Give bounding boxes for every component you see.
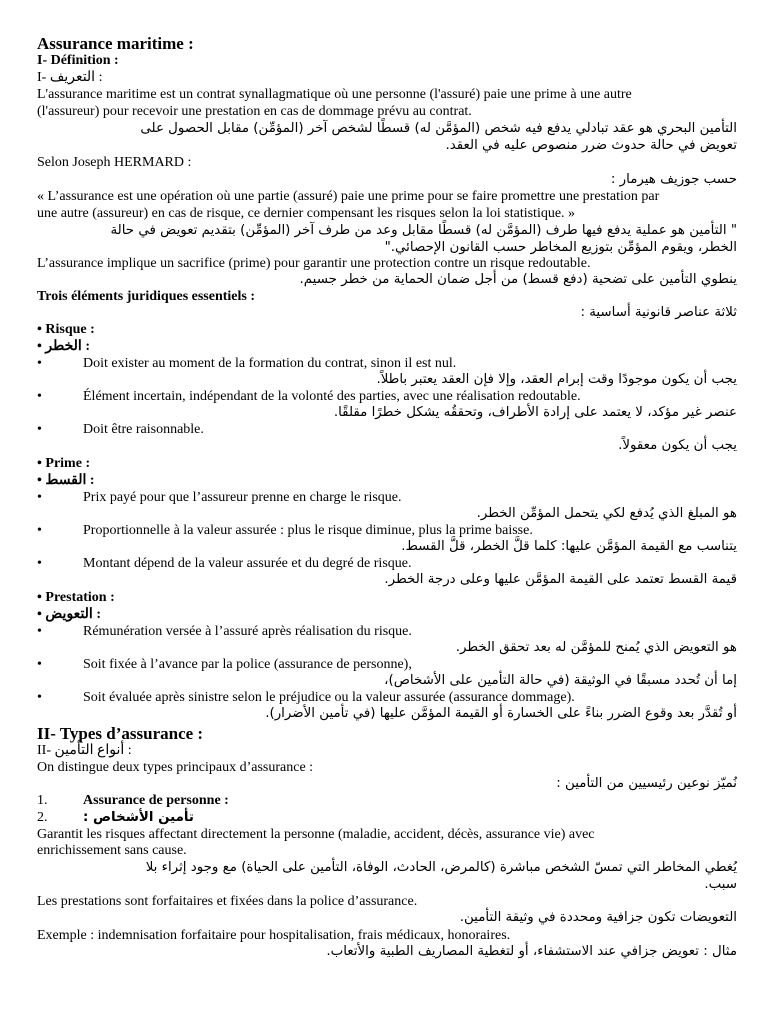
paragraph-line: (l'assureur) pour recevoir une prestation en cas de dommage prévu au contrat.: [37, 104, 472, 119]
arabic-list-item: أو تُقدَّر بعد وقوع الضرر بناءً على الخسارة أو القيمة المؤمَّن عليها (في تأمين الأضرار).: [265, 706, 737, 721]
bullet: •: [37, 473, 42, 488]
arabic-list-item: يجب أن يكون موجودًا وقت إبرام العقد، وإلا فإن العقد يعتبر باطلاً.: [376, 372, 737, 387]
list-item: Soit évaluée après sinistre selon le préjudice ou la valeur assurée (assurance dommage).: [83, 690, 575, 705]
arabic-quote-line: الخطر، ويقوم المؤمِّن بتوزيع المخاطر حسب القانون الإحصائي.": [384, 240, 737, 255]
list-number: 1.: [37, 793, 48, 808]
paragraph-line: On distingue deux types principaux d’assurance :: [37, 760, 314, 775]
section-heading-types: II- Types d’assurance :: [37, 724, 204, 743]
paragraph-line: Garantit les risques affectant directement la personne (maladie, accident, décès, assurance vie) avec: [37, 827, 595, 842]
bullet: •: [37, 389, 42, 404]
paragraph-line: L’assurance implique un sacrifice (prime) pour garantir une protection contre un risque redoutable.: [37, 256, 591, 271]
list-item: Montant dépend de la valeur assurée et du degré de risque.: [83, 556, 412, 571]
list-item: Doit exister au moment de la formation du contrat, sinon il est nul.: [83, 356, 457, 371]
bullet: •: [37, 322, 42, 337]
arabic-subheading: ثلاثة عناصر قانونية أساسية :: [580, 305, 737, 320]
label: Risque :: [45, 322, 95, 337]
bullet: •: [37, 523, 42, 538]
page-title: Assurance maritime :: [37, 34, 194, 53]
list-heading-risque-ar: [37, 339, 737, 355]
bullet: •: [37, 556, 42, 571]
arabic-paragraph-line: التأمين البحري هو عقد تبادلي يدفع فيه شخص (المؤمَّن له) قسطًا لشخص آخر (المؤمِّن) مقابل الحصول على: [140, 121, 737, 136]
bullet: •: [37, 657, 42, 672]
arabic-list-item: عنصر غير مؤكد، لا يعتمد على إرادة الأطراف، وتحققُه يشكل خطرًا مقلقًا.: [333, 405, 737, 420]
arabic-list-item: يتناسب مع القيمة المؤمَّن عليها: كلما قلَّ الخطر، قلَّ القسط.: [401, 539, 737, 554]
bullet: •: [37, 356, 42, 371]
arabic-paragraph-line: ينطوي التأمين على تضحية (دفع قسط) من أجل ضمان الحماية من خطر جسيم.: [299, 272, 737, 287]
paragraph-line: Exemple : indemnisation forfaitaire pour hospitalisation, frais médicaux, honoraires.: [37, 928, 511, 943]
bullet: •: [37, 690, 42, 705]
arabic-quote-line: " التأمين هو عملية يدفع فيها طرف (المؤمَّن له) قسطًا مقابل وعد من طرف آخر (المؤمِّن) بتقديم تعويض في حالة: [110, 223, 737, 238]
arabic-list-item: إما أن تُحدد مسبقًا في الوثيقة (في حالة التأمين على الأشخاص)،: [384, 673, 737, 688]
paragraph-line: L'assurance maritime est un contrat synallagmatique où une personne (l'assuré) paie une prime à une autre: [37, 87, 632, 102]
label: Prime :: [45, 456, 91, 471]
list-item: Doit être raisonnable.: [83, 422, 204, 437]
label: Prestation :: [45, 590, 115, 605]
arabic-paragraph-line: التعويضات تكون جزافية ومحددة في وثيقة التأمين.: [459, 910, 737, 925]
arabic-paragraph-line: مثال : تعويض جزافي عند الاستشفاء، أو لتغطية المصاريف الطبية والأتعاب.: [326, 944, 737, 959]
list-item: Soit fixée à l’avance par la police (assurance de personne),: [83, 657, 412, 672]
arabic-paragraph-line: سبب.: [704, 877, 737, 892]
paragraph-line: Les prestations sont forfaitaires et fixées dans la police d’assurance.: [37, 894, 418, 909]
arabic-paragraph-line: نُميّز نوعين رئيسيين من التأمين :: [556, 776, 737, 791]
label: الخطر :: [45, 339, 90, 354]
quote-line: une autre (assureur) en cas de risque, ce dernier compensant les risques selon la loi statistique. »: [37, 206, 576, 221]
bullet: •: [37, 607, 42, 622]
numbered-item-ar: تأمين الأشخاص :: [83, 810, 194, 825]
arabic-list-item: هو المبلغ الذي يُدفع لكي يتحمل المؤمِّن الخطر.: [476, 506, 737, 521]
paragraph-line: Selon Joseph HERMARD :: [37, 155, 192, 170]
bullet: •: [37, 624, 42, 639]
numbered-item: Assurance de personne :: [83, 793, 229, 808]
label: القسط :: [45, 473, 95, 488]
arabic-heading-definition: I- التعريف :: [37, 70, 103, 85]
paragraph-line: enrichissement sans cause.: [37, 843, 187, 858]
label: التعويض :: [45, 607, 101, 622]
list-item: Rémunération versée à l’assuré après réalisation du risque.: [83, 624, 412, 639]
bullet: •: [37, 339, 42, 354]
arabic-list-item: يجب أن يكون معقولاً.: [618, 438, 737, 453]
list-item: Élément incertain, indépendant de la volonté des parties, avec une réalisation redoutable.: [83, 389, 581, 404]
list-number: 2.: [37, 810, 48, 825]
arabic-paragraph-line: حسب جوزيف هيرمار :: [610, 172, 737, 187]
list-item: Prix payé pour que l’assureur prenne en charge le risque.: [83, 490, 402, 505]
section-heading-definition: I- Définition :: [37, 53, 119, 68]
bullet: •: [37, 490, 42, 505]
arabic-heading-types: II- أنواع التأمين :: [37, 743, 132, 758]
bullet: •: [37, 456, 42, 471]
list-item: Proportionnelle à la valeur assurée : plus le risque diminue, plus la prime baisse.: [83, 523, 533, 538]
list-heading-prime: [37, 456, 737, 472]
list-heading-prestation-ar: [37, 607, 737, 623]
quote-line: « L’assurance est une opération où une partie (assuré) paie une prime pour se faire promettre une prestation par: [37, 189, 660, 204]
bullet: •: [37, 422, 42, 437]
bullet: •: [37, 590, 42, 605]
list-heading-risque: [37, 322, 737, 338]
arabic-paragraph-line: يُغطي المخاطر التي تمسّ الشخص مباشرة (كالمرض، الحادث، الوفاة، التأمين على الحياة) مع وجود إثراء بلا: [145, 860, 737, 875]
arabic-list-item: هو التعويض الذي يُمنح للمؤمَّن له بعد تحقق الخطر.: [455, 640, 737, 655]
arabic-list-item: قيمة القسط تعتمد على القيمة المؤمَّن عليها وعلى درجة الخطر.: [384, 572, 737, 587]
list-heading-prime-ar: [37, 473, 737, 489]
arabic-paragraph-line: تعويض في حالة حدوث ضرر منصوص عليه في العقد.: [445, 138, 737, 153]
list-heading-prestation: [37, 590, 737, 606]
subheading: Trois éléments juridiques essentiels :: [37, 289, 256, 304]
